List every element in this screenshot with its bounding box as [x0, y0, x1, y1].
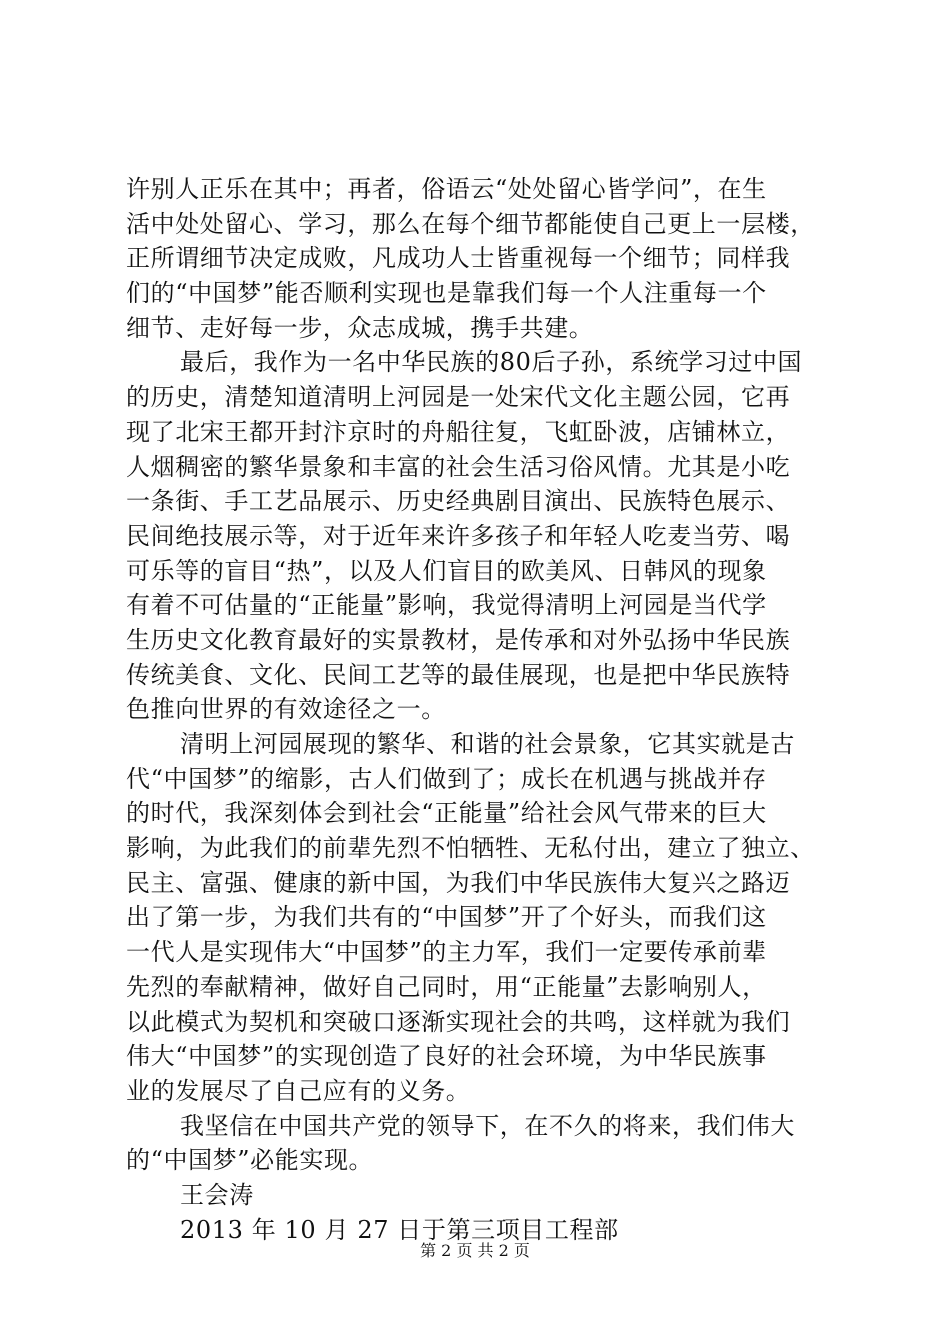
text-line: 许别人正乐在其中；再者，俗语云“处处留心皆学问”，在生 [126, 175, 767, 203]
text-line: 伟大“中国梦”的实现创造了良好的社会环境，为中华民族事 [126, 1042, 767, 1071]
page-number-label: 第 2 页 共 2 页 [420, 1241, 530, 1260]
text-line: 传统美食、文化、民间工艺等的最佳展现，也是把中华民族特 [126, 660, 791, 689]
text-line: 的时代，我深刻体会到社会“正能量”给社会风气带来的巨大 [126, 799, 767, 828]
paragraph-start-line: 清明上河园展现的繁华、和谐的社会景象，它其实就是古 [180, 730, 795, 758]
text-line: 活中处处留心、学习，那么在每个细节都能使自己更上一层楼， [126, 209, 815, 238]
text-line: 人烟稠密的繁华景象和丰富的社会生活习俗风情。尤其是小吃 [126, 452, 791, 481]
signature-name: 王会涛 [180, 1180, 254, 1209]
text-line: 的“中国梦”必能实现。 [126, 1146, 374, 1175]
text-line: 民主、富强、健康的新中国，为我们中华民族伟大复兴之路迈 [126, 868, 791, 897]
text-line: 正所谓细节决定成败，凡成功人士皆重视每一个细节；同样我 [126, 244, 791, 273]
text-line: 先烈的奉献精神，做好自己同时，用“正能量”去影响别人， [126, 972, 767, 1001]
text-line: 出了第一步，为我们共有的“中国梦”开了个好头，而我们这 [126, 903, 767, 932]
text-line: 可乐等的盲目“热”，以及人们盲目的欧美风、日韩风的现象 [126, 556, 767, 585]
text-line: 色推向世界的有效途径之一。 [126, 695, 446, 724]
paragraph-start-line: 最后，我作为一名中华民族的80后子孙，系统学习过中国 [180, 348, 803, 377]
page-footer [0, 1240, 950, 1262]
document-body [126, 172, 831, 1247]
text-line: 的历史，清楚知道清明上河园是一处宋代文化主题公园，它再 [126, 383, 791, 412]
text-line: 以此模式为契机和突破口逐渐实现社会的共鸣，这样就为我们 [126, 1007, 791, 1036]
text-line: 一代人是实现伟大“中国梦”的主力军，我们一定要传承前辈 [126, 938, 767, 967]
text-line: 有着不可估量的“正能量”影响，我觉得清明上河园是当代学 [126, 591, 767, 620]
text-line: 民间绝技展示等，对于近年来许多孩子和年轻人吃麦当劳、喝 [126, 521, 791, 550]
text-line: 影响，为此我们的前辈先烈不怕牺牲、无私付出，建立了独立、 [126, 834, 815, 863]
text-line: 代“中国梦”的缩影，古人们做到了；成长在机遇与挑战并存 [126, 764, 767, 793]
signature-date-line: 2013 年 10 月 27 日于第三项目工程部 [180, 1215, 619, 1244]
text-line: 细节、走好每一步，众志成城，携手共建。 [126, 313, 594, 342]
text-line: 生历史文化教育最好的实景教材，是传承和对外弘扬中华民族 [126, 625, 791, 654]
text-line: 业的发展尽了自己应有的义务。 [126, 1076, 471, 1105]
text-line: 现了北宋王都开封汴京时的舟船往复，飞虹卧波，店铺林立， [126, 417, 791, 446]
text-line: 们的“中国梦”能否顺利实现也是靠我们每一个人注重每一个 [126, 279, 767, 308]
text-line: 一条街、手工艺品展示、历史经典剧目演出、民族特色展示、 [126, 487, 791, 516]
paragraph-start-line: 我坚信在中国共产党的领导下，在不久的将来，我们伟大 [180, 1111, 795, 1140]
